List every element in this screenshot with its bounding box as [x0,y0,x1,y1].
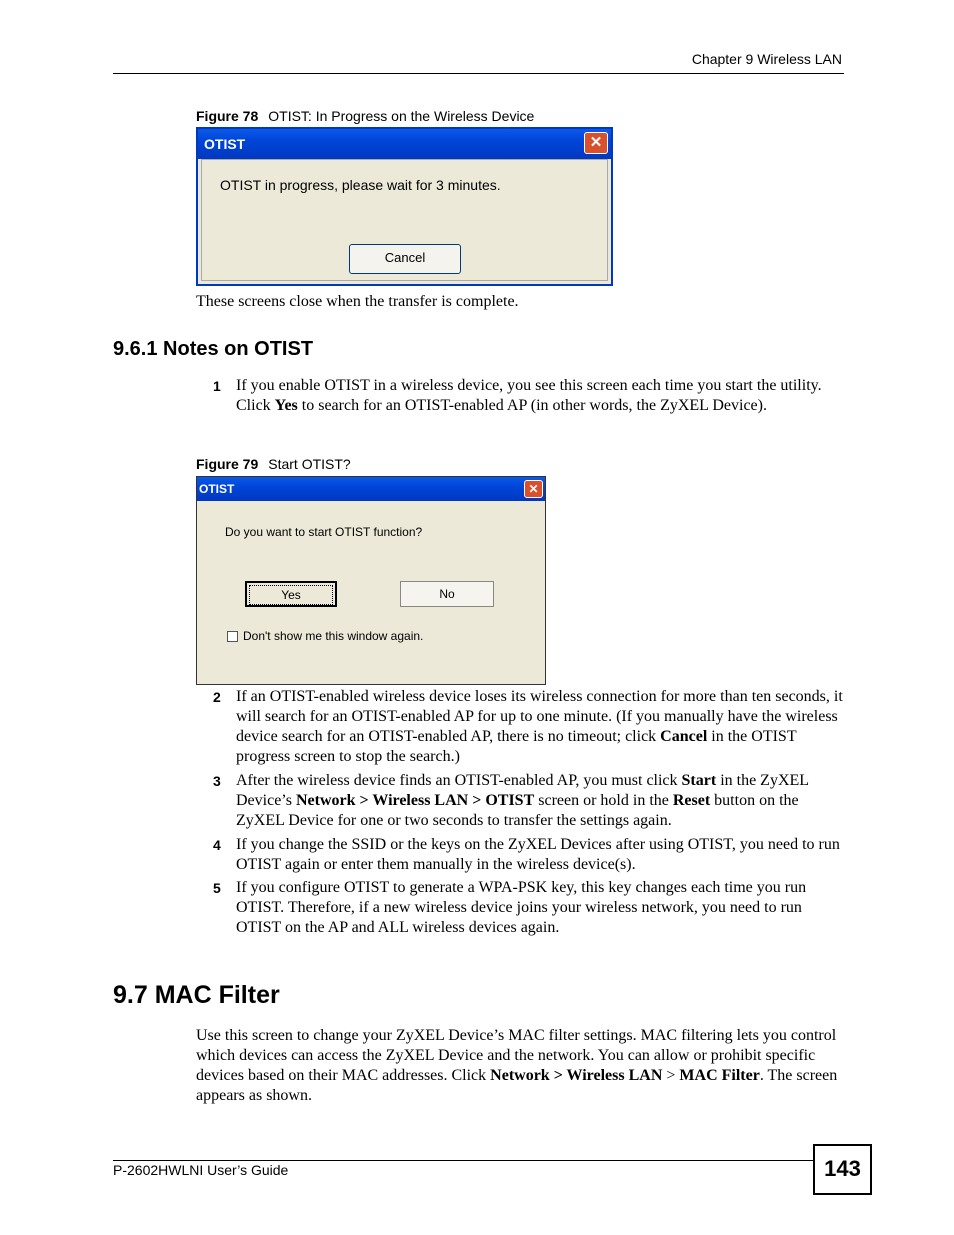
otist-progress-dialog [196,127,613,286]
item-bold: Network > Wireless LAN > OTIST [295,792,535,809]
dialog-title: OTIST [199,482,235,496]
para-text: Use this screen to change your ZyXEL Device’s MAC filter settings. MAC filtering lets you control which devices can access the ZyXEL Device and the network. You can allow or prohibit specific devices based on their MAC addresses. Click [196,1027,837,1084]
footer-rule [113,1160,813,1161]
yes-button-label: Yes [249,585,333,605]
item-text: After the wireless device finds an OTIST-enabled AP, you must click [236,772,682,789]
list-item [236,376,846,416]
para-bold: MAC Filter [679,1067,760,1084]
figure-78-caption [196,108,534,124]
progress-message: OTIST in progress, please wait for 3 minutes. [220,177,501,193]
item-number: 1 [213,378,221,394]
page-number: 143 [813,1144,872,1195]
yes-button[interactable] [245,581,337,607]
item-number: 2 [213,689,221,705]
close-icon[interactable]: ✕ [584,132,608,154]
running-header: Chapter 9 Wireless LAN [691,51,842,67]
list-item [236,771,846,831]
paragraph-close: These screens close when the transfer is complete. [196,293,519,310]
section-heading-9-7: 9.7 MAC Filter [113,981,280,1009]
para-text: . The screen appears as shown. [196,1067,838,1104]
figure-78-label: Figure 78 [196,108,259,124]
item-bold: Reset [672,792,711,809]
dialog-title-bar [198,129,611,159]
start-message: Do you want to start OTIST function? [225,525,423,539]
item-text: If an OTIST-enabled wireless device loses its wireless connection for more than ten seconds, it will search for an OTIST-enabled AP for up to one minute. (If you manually have the wireless device search for an OTIST-enabled AP, there is no timeout; click [236,688,843,745]
dialog-title: OTIST [204,136,246,152]
list-item: If you change the SSID or the keys on the ZyXEL Devices after using OTIST, you need to run OTIST again or enter them manually in the wireless device(s). [236,836,840,873]
para-bold: Network > Wireless LAN [490,1067,663,1084]
item-bold: Yes [274,397,298,414]
figure-79-label: Figure 79 [196,456,259,472]
item-text: in the ZyXEL Device’s [236,772,809,809]
close-icon[interactable]: ✕ [524,480,543,498]
item-number: 4 [213,837,221,853]
item-text: button on the ZyXEL Device for one or two seconds to transfer the settings again. [236,792,799,829]
dialog-title-bar [197,477,545,501]
running-footer: P-2602HWLNI User’s Guide [113,1162,289,1178]
item-number: 5 [213,880,221,896]
list-item: If you configure OTIST to generate a WPA-PSK key, this key changes each time you run OTIST. Therefore, if a new wireless device joins your wireless network, you need to run OTIST on the AP and ALL wireless devices again. [236,879,807,936]
header-rule [113,73,844,74]
para-text: > [662,1067,680,1084]
no-button[interactable]: No [400,581,494,607]
item-text: If you enable OTIST in a wireless device, you see this screen each time you start the utility. Click [236,377,822,414]
figure-79-caption [196,456,351,472]
item-bold: Start [681,772,717,789]
start-otist-dialog [196,476,546,685]
item-text: to search for an OTIST-enabled AP (in other words, the ZyXEL Device). [297,397,767,414]
dont-show-label: Don't show me this window again. [243,629,424,643]
dont-show-checkbox[interactable] [227,631,238,642]
item-text: in the OTIST progress screen to stop the search.) [236,728,797,765]
item-text: screen or hold in the [534,792,673,809]
section-heading-9-6-1: 9.6.1 Notes on OTIST [113,338,314,360]
item-bold: Cancel [660,728,708,745]
cancel-button[interactable]: Cancel [349,244,461,274]
figure-79-caption-text: Start OTIST? [268,456,351,472]
figure-78-caption-text: OTIST: In Progress on the Wireless Device [268,108,535,124]
mac-filter-paragraph [196,1026,846,1106]
item-number: 3 [213,773,221,789]
list-item [236,687,846,767]
